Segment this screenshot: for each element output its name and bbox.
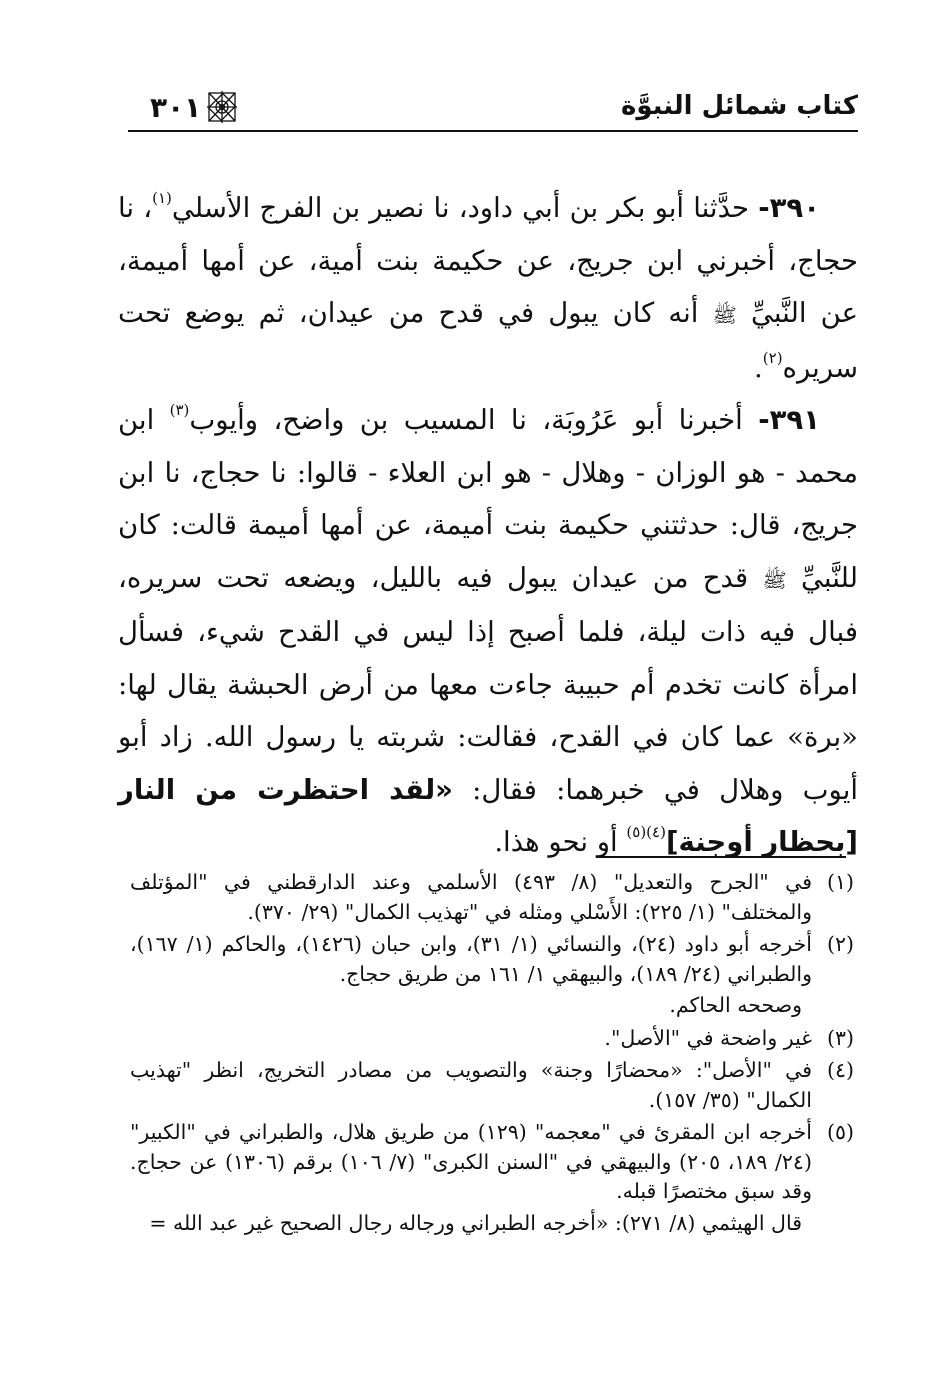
footnote-number: (٤) [826, 1058, 854, 1082]
footnote-1 [130, 868, 854, 927]
footnote-ref: (٣) [169, 401, 190, 419]
footnote-2 [130, 930, 854, 1021]
text-segment: حدَّثنا أبو بكر بن أبي داود، نا نصير بن الفرج الأسلي [171, 192, 759, 224]
footnote-text: غير واضحة في "الأصل". [604, 1025, 812, 1050]
text-segment: أنه كان يبول في قدح من عيدان، ثم يوضع تحت سريره [118, 297, 858, 384]
footnote-number: (٢) [826, 932, 854, 956]
header-rule [128, 130, 858, 132]
footnote-number: (٥) [826, 1120, 854, 1144]
honorific-glyph: ﷺ [712, 303, 737, 327]
honorific-glyph: ﷺ [762, 567, 787, 592]
hadith-390 [118, 182, 858, 394]
bold-quote: «لقد احتظرت من النار [بحظار أوجنة] [118, 773, 858, 858]
hadith-391 [118, 394, 858, 869]
text-segment: . [754, 351, 763, 384]
footnotes [130, 868, 854, 1241]
book-title: كتاب شمائل النبوَّة [620, 91, 858, 121]
text-segment: قدح من عيدان يبول فيه بالليل، ويضعه تحت سريره، فبال فيه ذات ليلة، فلما أصبح إذا ليس في القدح شيء، فسأل امرأة كانت تخدم أم حبيبة جاءت معها من أرض الحبشة يقال لها: «برة» عما كان في القدح، فقالت: شربته يا رسول الله. زاد أبو أيوب وهلال في خبرهما: فقال: [118, 561, 858, 806]
text-segment: ابن محمد - هو الوزان - وهلال - هو ابن العلاء - قالوا: نا حجاج، نا ابن جريج، قال: حدثتني حكيمة بنت أميمة، عن أمها أميمة قالت: كان للنَّبيِّ [118, 404, 858, 594]
footnote-separator [596, 856, 846, 858]
footnote-continuation: قال الهيثمي (٨/ ٢٧١): «أخرجه الطبراني ورجاله رجال الصحيح غير عبد الله = [149, 1210, 802, 1235]
footnote-4 [130, 1056, 854, 1115]
page-header [128, 86, 858, 146]
footnote-ref: (١) [152, 189, 172, 207]
footnote-text: في "الجرح والتعديل" (٨/ ٤٩٣) الأسلمي وعند الدارقطني في "المؤتلف والمختلف" (١/ ٢٢٥): الأَسْلي ومثله في "تهذيب الكمال" (٢٩/ ٣٧٠). [130, 870, 813, 924]
footnote-text: أخرجه ابن المقرئ في "معجمه" (١٢٩) من طريق هلال، والطبراني في "الكبير" (٢٤/ ١٨٩، ٢٠٥) والبيهقي في "السنن الكبرى" (٧/ ١٠٦) برقم (١٣٠٦) عن حجاج. وقد سبق مختصرًا قبله. [130, 1120, 813, 1203]
hadith-number: ٣٩١- [758, 404, 820, 436]
footnote-continuation: وصححه الحاكم. [669, 993, 802, 1017]
footnote-5 [130, 1118, 854, 1238]
ornament-icon [206, 90, 238, 124]
footnote-3 [130, 1024, 854, 1054]
text-segment: أخبرنا أبو عَرُوبَة، نا المسيب بن واضح، وأيوب [189, 404, 759, 436]
footnote-text: أخرجه أبو داود (٢٤)، والنسائي (١/ ٣١)، وابن حبان (١٤٢٦)، والحاكم (١/ ١٦٧)، والطبراني (٢٤/ ١٨٩)، والبيهقي ١/ ١٦١ من طريق حجاج. [130, 932, 812, 986]
text-segment: ، نا حجاج، أخبرني ابن جريج، عن حكيمة بنت أمية، عن أمها أميمة، عن النَّبيِّ [118, 192, 858, 329]
footnote-number: (٣) [826, 1025, 854, 1050]
main-text [118, 182, 858, 869]
footnote-number: (١) [826, 870, 854, 894]
footnote-text: في "الأصل": «محضارًا وجنة» والتصويب من مصادر التخريج، انظر "تهذيب الكمال" (٣٥/ ١٥٧). [130, 1058, 812, 1112]
text-segment: أو نحو هذا. [494, 826, 627, 858]
footnote-ref: (٤)(٥) [626, 823, 666, 841]
page-number: ٣٠١ [150, 91, 202, 124]
hadith-number: ٣٩٠- [758, 192, 820, 224]
footnote-ref: (٢) [762, 348, 783, 367]
